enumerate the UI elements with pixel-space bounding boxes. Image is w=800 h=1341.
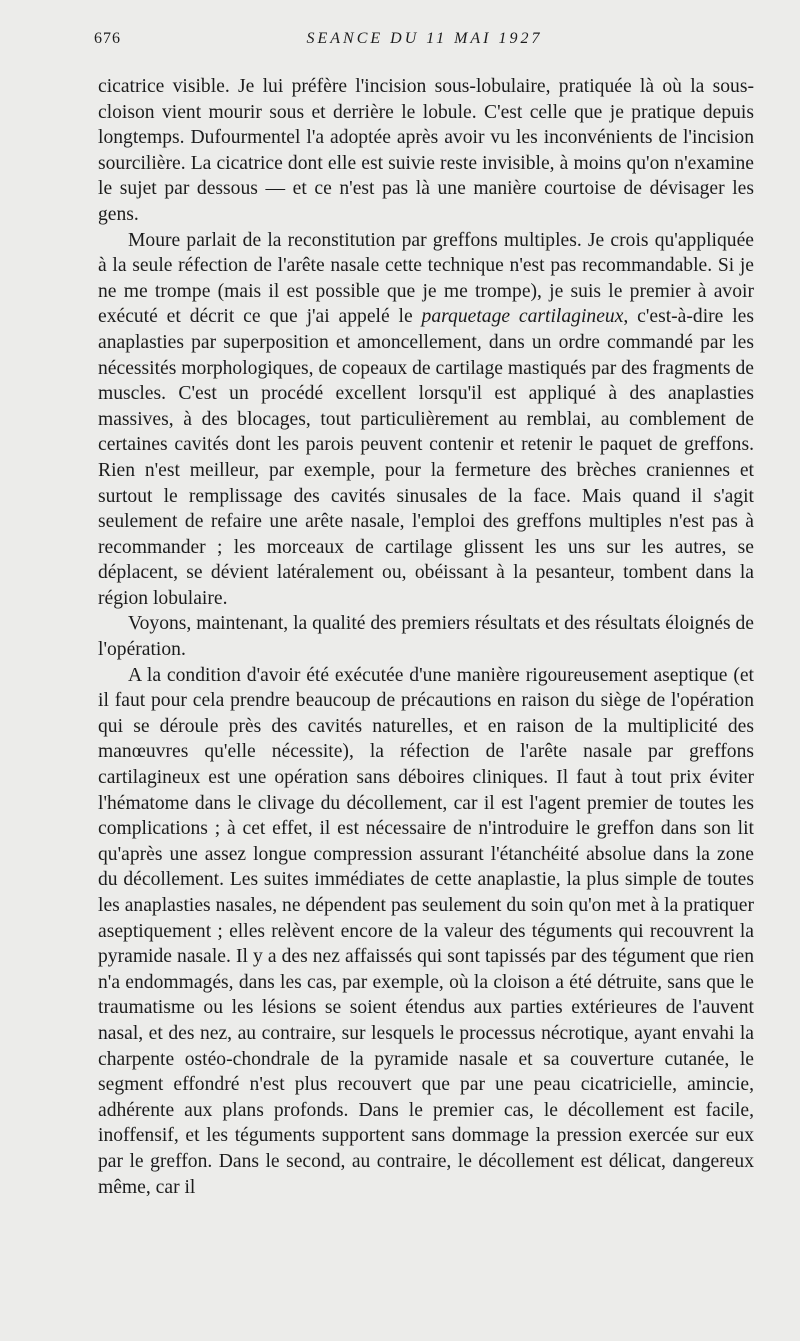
paragraph-text: , c'est-à-dire les anaplasties par superposition et amoncellement, dans un ordre commandé par les nécessités morphologiques, de copeaux de cartilage mastiqués par des fragments de muscles. C'est un procédé excellent lorsqu'il est appliqué à des anaplasties massives, à des blocages, tout particulièrement au remblai, au comblement de certaines cavités dont les parois peuvent contenir et retenir le paquet de greffons. Rien n'est meilleur, par exemple, pour la fermeture des brèches craniennes et surtout le remplissage des cavités sinusales de la face. Mais quand il s'agit seulement de refaire une arête nasale, l'emploi des greffons multiples n'est pas à recommander ; les morceaux de cartilage glissent les uns sur les autres, se déplacent, se dévient latéralement ou, obéissant à la pesanteur, tombent dans la région lobulaire. [98,306,754,609]
paragraph [98,228,754,612]
page-number: 676 [94,30,121,47]
running-header [94,30,755,52]
running-title: SEANCE DU 11 MAI 1927 [306,30,543,47]
paragraph-text: Moure parlait de la reconstitution par greffons multiples. Je crois qu'appliquée à la seule réfection de l'arête nasale cette technique n'est pas recommandable. Si je ne me trompe (mais il est possible que je me trompe), je suis le premier à avoir exécuté et décrit ce que j'ai appelé le [98,229,754,328]
paragraph-text: A la condition d'avoir été exécutée d'une manière rigoureusement aseptique (et il faut pour cela prendre beaucoup de précautions en raison du siège de l'opération qui se déroule près des cavités naturelles, et en raison de la multiplicité des manœuvres qu'elle nécessite), la réfection de l'arête nasale par greffons cartilagineux est une opération sans déboires cliniques. Il faut à tout prix éviter l'hématome dans le clivage du décollement, car il est l'agent premier de toutes les complications ; à cet effet, il est nécessaire de n'introduire le greffon dans son lit qu'après une assez longue compression assurant l'étanchéité absolue dans la zone du décollement. Les suites immédiates de cette anaplastie, la plus simple de toutes les anaplasties nasales, ne dépendent pas seulement du soin qu'on met à la pratiquer aseptiquement ; elles relèvent encore de la valeur des téguments qui recouvrent la pyramide nasale. Il y a des nez affaissés qui sont tapissés par des tégument que rien n'a endommagés, dans les cas, par exemple, où la cloison a été détruite, sans que le traumatisme ou les lésions se soient étendus aux parties extérieures de l'auvent nasal, et des nez, au contraire, sur lesquels le processus nécrotique, ayant envahi la charpente ostéo-chondrale de la pyramide nasale et sa couverture cutanée, le segment effondré n'est plus recouvert que par une peau cicatricielle, amincie, adhérente aux plans profonds. Dans le premier cas, le décollement est facile, inoffensif, et les téguments supportent sans dommage la pression exercée sur eux par le greffon. Dans le second, au contraire, le décollement est délicat, dangereux même, car il [98,664,754,1198]
paragraph-text: Voyons, maintenant, la qualité des premiers résultats et des résultats éloignés de l'opération. [98,613,754,661]
paragraph [98,611,754,662]
emphasized-term: parquetage cartilagineux [421,306,624,328]
paragraph [98,74,754,228]
paragraph-text: cicatrice visible. Je lui préfère l'incision sous-lobulaire, pratiquée là où la sous-cloison vient mourir sous et derrière le lobule. C'est celle que je pratique depuis longtemps. Dufourmentel l'a adoptée après avoir vu les inconvénients de l'incision sourcilière. La cicatrice dont elle est suivie reste invisible, à moins qu'on n'examine le sujet par dessous — et ce n'est pas là une manière courtoise de dévisager les gens. [98,76,754,225]
paragraph [98,663,754,1200]
body-text [98,74,754,1200]
